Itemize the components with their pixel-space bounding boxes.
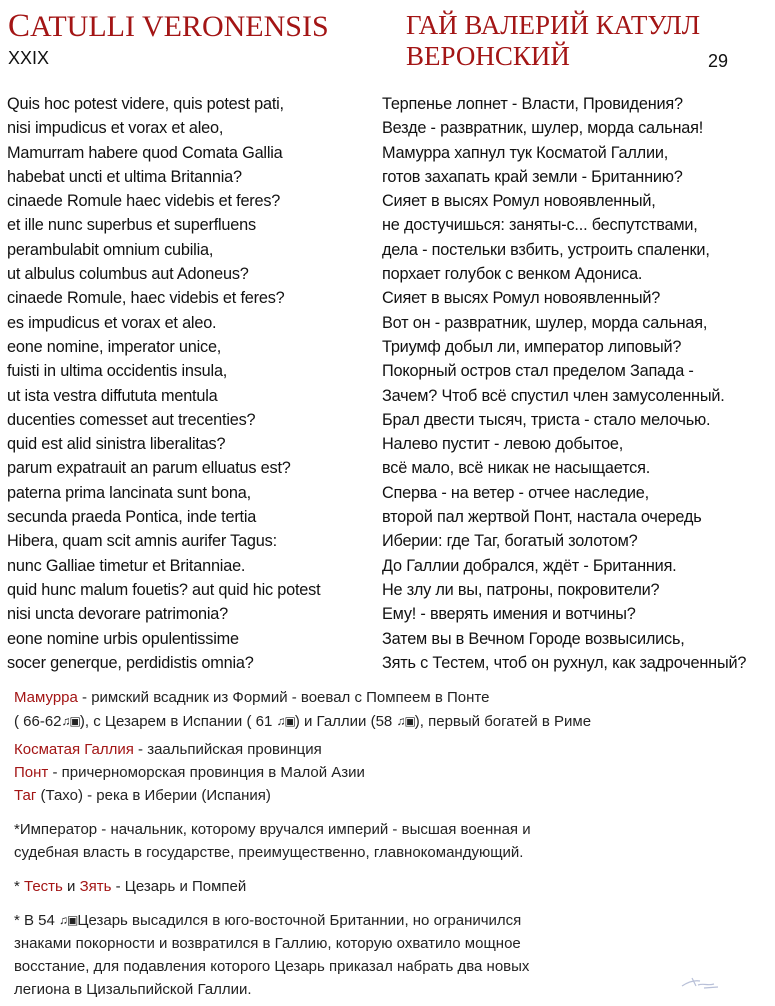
russian-line: Сияет в высях Ромул новоявленный, <box>382 192 656 211</box>
note-term-pont: Понт <box>14 764 49 781</box>
unknown-glyph-icon: ♫▣ <box>276 714 295 728</box>
russian-line: Сперва - на ветер - отчее наследие, <box>382 483 649 502</box>
russian-line: Везде - развратник, шулер, морда сальная! <box>382 119 704 138</box>
russian-line: Вот он - развратник, шулер, морда сальная, <box>382 313 708 332</box>
latin-line: ducenties comesset aut trecenties? <box>7 410 256 429</box>
russian-title <box>406 10 700 72</box>
latin-line: eone nomine urbis opulentissime <box>7 629 239 648</box>
note-text: - Цезарь и Помпей <box>111 878 247 895</box>
russian-line: Покорный остров стал пределом Запада - <box>382 362 694 381</box>
russian-line: До Галлии добрался, ждёт - Британния. <box>382 556 677 575</box>
latin-line: quid est alid sinistra liberalitas? <box>7 435 226 454</box>
note-mamurra-dates <box>14 713 591 730</box>
note-text: (Тахо) - река в Иберии (Испания) <box>36 787 271 804</box>
latin-line: secunda praeda Pontica, inde tertia <box>7 508 257 527</box>
latin-line: ut albulus columbus aut Adoneus? <box>7 265 249 284</box>
unknown-glyph-icon: ♫▣ <box>61 714 80 728</box>
note-text: * <box>14 878 25 895</box>
unknown-glyph-icon: ♫▣ <box>396 714 415 728</box>
note-imperator-line1: *Император - начальник, которому вручался империй - высшая военная и <box>14 821 531 838</box>
note-text: Цезарь высадился в юго-восточной Британнии, но ограничился <box>77 912 522 929</box>
signature-mark <box>678 972 722 992</box>
note-text: и <box>62 878 80 895</box>
note-britain-line3: восстание, для подавления которого Цезарь приказал набрать два новых <box>14 958 530 975</box>
russian-line: Триумф добыл ли, император липовый? <box>382 337 682 356</box>
latin-title-rest: ATULLI VERONENSIS <box>30 10 329 43</box>
latin-title-initial: C <box>8 8 31 44</box>
russian-title-line1: ГАЙ ВАЛЕРИЙ КАТУЛЛ <box>406 10 701 40</box>
note-text: - заальпийская провинция <box>133 741 322 758</box>
note-text: * В 54 <box>14 912 60 929</box>
latin-line: es impudicus et vorax et aleo. <box>7 313 217 332</box>
russian-line: дела - постельки взбить, устроить спаленки, <box>382 240 710 259</box>
note-test-zyat <box>14 878 246 895</box>
russian-line: Ему! - вверять имения и вотчины? <box>382 605 636 624</box>
russian-line: Брал двести тысяч, триста - стало мелочью. <box>382 410 711 429</box>
latin-line: paterna prima lancinata sunt bona, <box>7 483 251 502</box>
latin-poem <box>7 92 320 675</box>
russian-title-line2: ВЕРОНСКИЙ <box>406 41 570 71</box>
latin-line: nisi uncta devorare patrimonia? <box>7 605 228 624</box>
russian-line: Мамурра хапнул тук Косматой Галлии, <box>382 143 669 162</box>
latin-line: Mamurram habere quod Comata Gallia <box>7 143 283 162</box>
latin-line: ut ista vestra diffututa mentula <box>7 386 218 405</box>
note-text: ) и Галлии (58 <box>294 713 397 730</box>
note-term-gallia: Косматая Галлия <box>14 741 134 758</box>
note-text: - римский всадник из Формий - воевал с Помпеем в Понте <box>77 689 490 706</box>
note-term-mamurra: Мамурра <box>14 689 78 706</box>
russian-line: Зачем? Чтоб всё спустил член замусоленный. <box>382 386 725 405</box>
note-britain-line4: легиона в Цизальпийской Галлии. <box>14 981 252 998</box>
russian-line: Иберии: где Таг, богатый золотом? <box>382 532 638 551</box>
russian-line: Терпенье лопнет - Власти, Провидения? <box>382 95 683 113</box>
note-text: ), первый богатей в Риме <box>414 713 592 730</box>
note-tag <box>14 787 271 804</box>
note-text: ( 66-62 <box>14 713 62 730</box>
russian-poem-number: 29 <box>708 51 729 71</box>
note-imperator-line2: судебная власть в государстве, преимущественно, главнокомандующий. <box>14 844 524 861</box>
latin-line: perambulabit omnium cubilia, <box>7 240 214 259</box>
latin-line: habebat uncti et ultima Britannia? <box>7 167 242 186</box>
latin-line: Quis hoc potest videre, quis potest pati, <box>7 95 284 113</box>
latin-line: socer generque, perdidistis omnia? <box>7 653 254 672</box>
note-britain-line2: знаками покорности и возвратился в Галлию, которую охватило мощное <box>14 935 521 952</box>
russian-line: готов захапать край земли - Британнию? <box>382 167 683 186</box>
note-text: - причерноморская провинция в Малой Азии <box>48 764 365 781</box>
latin-line: nunc Galliae timetur et Britanniae. <box>7 556 246 575</box>
latin-poem-number: XXIX <box>8 48 50 68</box>
russian-line: Сияет в высях Ромул новоявленный? <box>382 289 661 308</box>
latin-line: nisi impudicus et vorax et aleo, <box>7 119 224 138</box>
russian-line: не достучишься: заняты-с... беспутствами, <box>382 216 698 235</box>
latin-line: parum expatrauit an parum elluatus est? <box>7 459 291 478</box>
russian-line: Не злу ли вы, патроны, покровители? <box>382 580 660 599</box>
note-gallia <box>14 741 322 758</box>
latin-line: et ille nunc superbus et superfluens <box>7 216 256 235</box>
unknown-glyph-icon: ♫▣ <box>59 913 78 927</box>
russian-line: Налево пустит - левою добытое, <box>382 435 624 454</box>
note-britain-line1 <box>14 912 521 929</box>
latin-line: cinaede Romule haec videbis et feres? <box>7 192 281 211</box>
russian-line: Затем вы в Вечном Городе возвысились, <box>382 629 685 648</box>
russian-line: второй пал жертвой Понт, настала очередь <box>382 508 702 527</box>
note-term-tag: Таг <box>14 787 37 804</box>
note-pont <box>14 764 365 781</box>
russian-line: порхает голубок с венком Адониса. <box>382 265 643 284</box>
note-mamurra <box>14 689 489 706</box>
note-term-zyat: Зять <box>79 878 112 895</box>
note-term-test: Тесть <box>24 878 63 895</box>
russian-line: Зять с Тестем, чтоб он рухнул, как задроченный? <box>382 653 747 672</box>
russian-line: всё мало, всё никак не насыщается. <box>382 459 651 478</box>
latin-title <box>8 8 329 45</box>
latin-line: cinaede Romule, haec videbis et feres? <box>7 289 285 308</box>
russian-poem <box>382 92 746 675</box>
latin-line: quid hunc malum fouetis? aut quid hic potest <box>7 580 321 599</box>
latin-line: Hibera, quam scit amnis aurifer Tagus: <box>7 532 277 551</box>
note-text: ), с Цезарем в Испании ( 61 <box>79 713 277 730</box>
latin-line: eone nomine, imperator unice, <box>7 337 222 356</box>
latin-line: fuisti in ultima occidentis insula, <box>7 362 228 381</box>
